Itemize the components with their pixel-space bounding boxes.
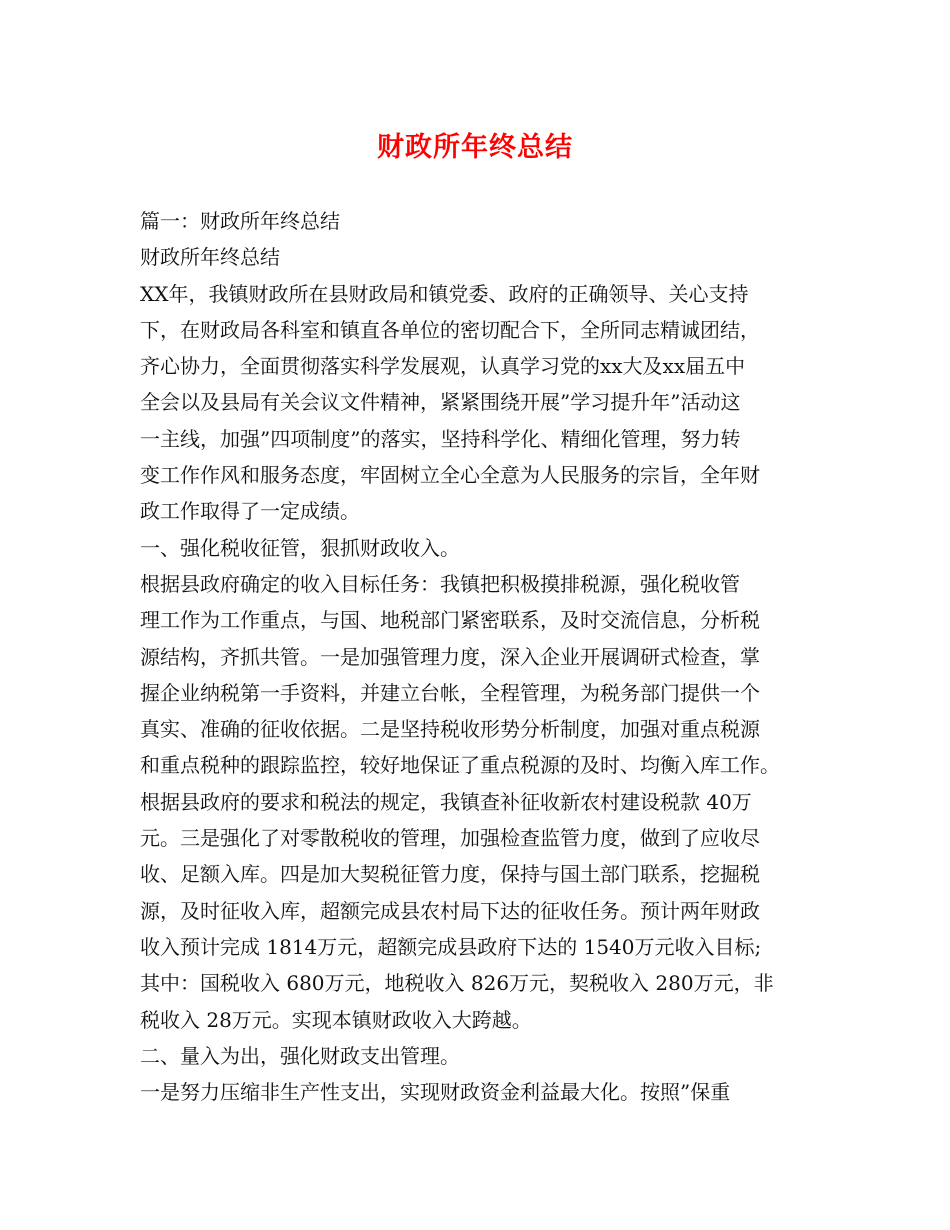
document-title: 财政所年终总结: [377, 132, 573, 163]
paragraph-line: 收、足额入库。四是加大契税征管力度，保持与国土部门联系，挖掘税: [140, 862, 760, 887]
paragraph-line: 真实、准确的征收依据。二是坚持税收形势分析制度，加强对重点税源: [140, 717, 760, 742]
document-body: [140, 203, 830, 1110]
paragraph-line: 齐心协力，全面贯彻落实科学发展观，认真学习党的xx大及xx届五中: [140, 354, 746, 379]
section-heading: 二、量入为出，强化财政支出管理。: [140, 1043, 460, 1068]
paragraph-line: 税收入 28万元。实现本镇财政收入大跨越。: [140, 1007, 532, 1032]
paragraph-line: 其中：国税收入 680万元，地税收入 826万元，契税收入 280万元，非: [140, 971, 774, 996]
paragraph-line: 一是努力压缩非生产性支出，实现财政资金利益最大化。按照”保重: [140, 1080, 731, 1105]
paragraph-line: 握企业纳税第一手资料，并建立台帐，全程管理，为税务部门提供一个: [140, 680, 760, 705]
section-heading: 一、强化税收征管，狠抓财政收入。: [140, 535, 460, 560]
paragraph-line: 一主线，加强”四项制度”的落实，坚持科学化、精细化管理，努力转: [140, 426, 741, 451]
paragraph-line: 理工作为工作重点，与国、地税部门紧密联系，及时交流信息，分析税: [140, 608, 760, 633]
paragraph-line: 根据县政府确定的收入目标任务：我镇把积极摸排税源，强化税收管: [140, 571, 740, 596]
paragraph-line: 下，在财政局各科室和镇直各单位的密切配合下，全所同志精诚团结，: [140, 317, 760, 342]
paragraph-line: 财政所年终总结: [140, 245, 280, 270]
paragraph-line: 篇一：财政所年终总结: [140, 209, 340, 233]
paragraph-line: 源结构，齐抓共管。一是加强管理力度，深入企业开展调研式检查，掌: [140, 644, 760, 669]
paragraph-line: XX年，我镇财政所在县财政局和镇党委、政府的正确领导、关心支持: [140, 281, 749, 306]
paragraph-line: 根据县政府的要求和税法的规定，我镇查补征收新农村建设税款 40万: [140, 789, 752, 814]
paragraph-line: 变工作作风和服务态度，牢固树立全心全意为人民服务的宗旨，全年财: [140, 463, 760, 488]
paragraph-line: 和重点税种的跟踪监控，较好地保证了重点税源的及时、均衡入库工作。: [140, 753, 780, 778]
paragraph-line: 政工作取得了一定成绩。: [140, 499, 360, 524]
paragraph-line: 收入预计完成 1814万元，超额完成县政府下达的 1540万元收入目标;: [140, 934, 762, 959]
paragraph-line: 全会以及县局有关会议文件精神，紧紧围绕开展”学习提升年”活动这: [140, 390, 741, 415]
paragraph-line: 元。三是强化了对零散税收的管理，加强检查监管力度，做到了应收尽: [140, 826, 760, 851]
paragraph-line: 源，及时征收入库，超额完成县农村局下达的征收任务。预计两年财政: [140, 898, 760, 923]
